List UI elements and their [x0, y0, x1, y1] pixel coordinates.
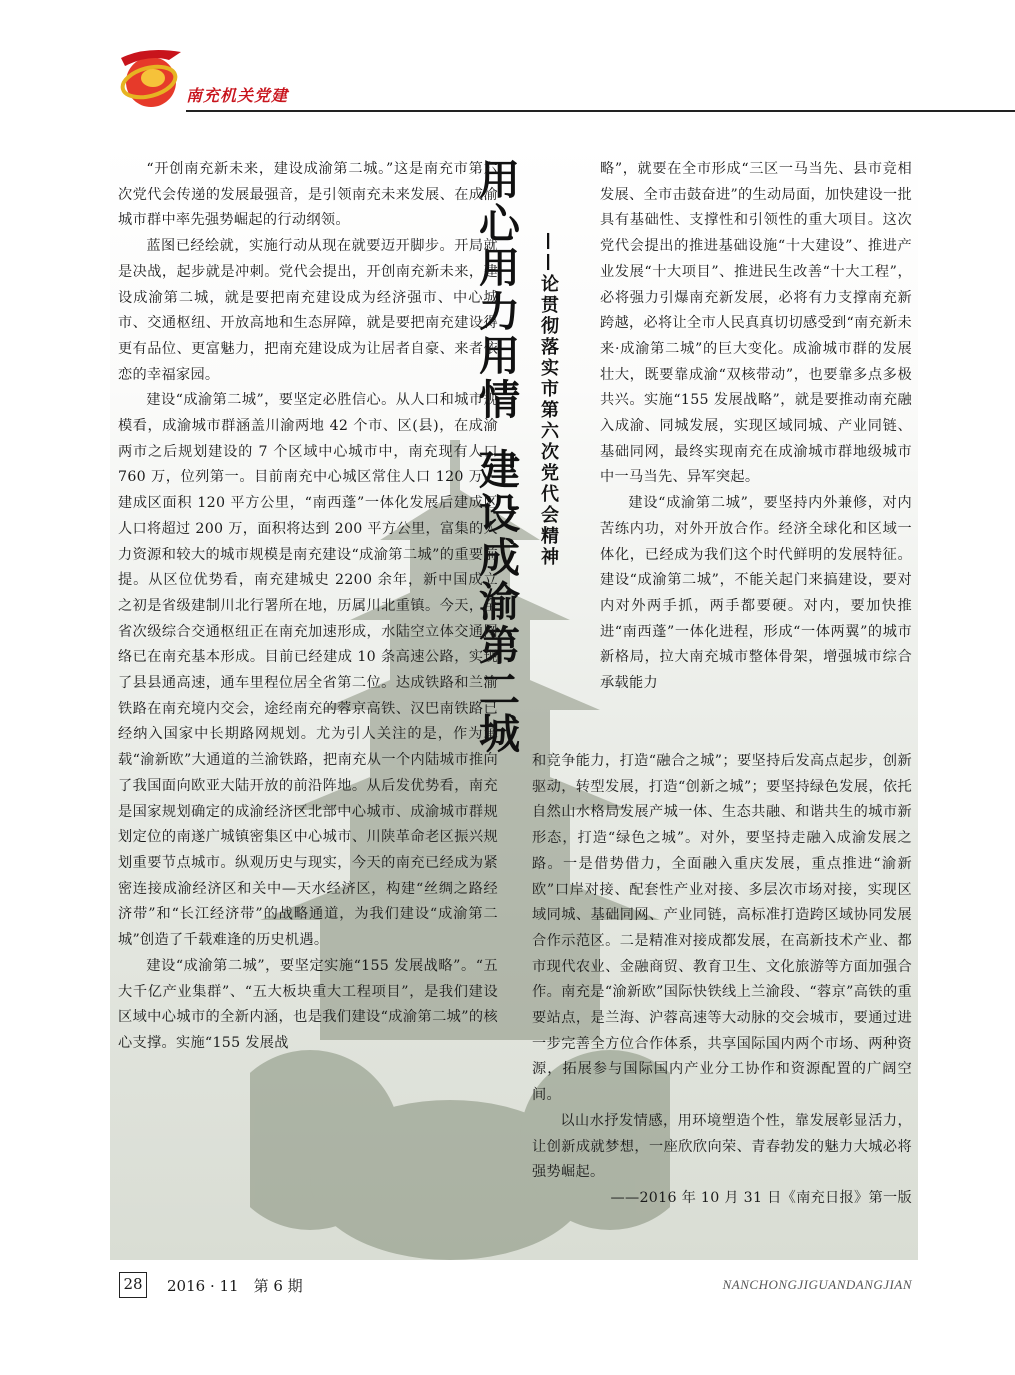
left-column — [118, 157, 498, 1057]
page-header — [0, 0, 1015, 120]
right-column-bottom — [532, 749, 912, 1212]
title-line-2: 建设成渝第二城 — [472, 448, 520, 756]
page-number: 28 — [119, 1272, 147, 1298]
article-subtitle: ——论贯彻落实市第六次党代会精神 — [538, 232, 559, 568]
paragraph: “开创南充新未来，建设成渝第二城。”这是南充市第六次党代会传递的发展最强音，是引领南充未来发展、在成渝城市群中率先强势崛起的行动纲领。 — [118, 161, 498, 229]
paragraph: 以山水抒发情感，用环境塑造个性，靠发展彰显活力，让创新成就梦想，一座欣欣向荣、青春勃发的魅力大城必将强势崛起。 — [532, 1112, 912, 1181]
paragraph: 和竞争能力，打造“融合之城”；要坚持后发高点起步，创新驱动，转型发展，打造“创新之城”；要坚持绿色发展，依托自然山水格局发展产城一体、生态共融、和谐共生的城市新形态，打造“绿色之城”。对外，要坚持走融入成渝发展之路。一是借势借力，全面融入重庆发展，重点推进“渝新欧”口岸对接、配套性产业对接、多层次市场对接，实现区域同城、基础同网、产业同链，高标准打造跨区域协同发展合作示范区。二是精准对接成都发展，在高新技术产业、都市现代农业、金融商贸、教育卫生、文化旅游等方面加强合作。南充是“渝新欧”国际快铁线上兰渝段、“蓉京”高铁的重要站点，是兰海、沪蓉高速等大动脉的交会城市，要通过进一步完善全方位合作体系，共享国际国内两个市场、两种资源，拓展参与国际国内产业分工协作和资源配置的广阔空间。 — [532, 753, 912, 1104]
paragraph: 建设“成渝第二城”，要坚定必胜信心。从人口和城市规模看，成渝城市群涵盖川渝两地 42 个市、区(县)，在成渝两市之后规划建设的 7 个区域中心城市中，南充现有人口 760 万，位列第一。目前南充中心城区常住人口 120 万、建成区面积 120 平方公里，“南西蓬”一体化发展后建成区人口将超过 200 万，面积将达到 200 平方公里，富集的人力资源和较大的城市规模是南充建设“成渝第二城”的重要前提。从区位优势看，南充建城史 2200 余年，新中国成立之初是省级建制川北行署所在地，历属川北重镇。今天，全省次级综合交通枢纽正在南充加速形成，水陆空立体交通网络已在南充基本形成。目前已经建成 10 条高速公路，实现了县县通高速，通车里程位居全省第二位。达成铁路和兰渝铁路在南充境内交会，途经南充的蓉京高铁、汉巴南铁路已经纳入国家中长期路网规划。尤为引人关注的是，作为承载“渝新欧”大通道的兰渝铁路，把南充从一个内陆城市推向了我国面向欧亚大陆开放的前沿阵地。从后发优势看，南充是国家规划确定的成渝经济区北部中心城市、成渝城市群规划定位的南遂广城镇密集区中心城市、川陕革命老区振兴规划重要节点城市。纵观历史与现实，今天的南充已经成为紧密连接成渝经济区和关中—天水经济区，构建“丝绸之路经济带”和“长江经济带”的战略通道，为我们建设“成渝第二城”创造了千载难逢的历史机遇。 — [118, 392, 498, 949]
publication-name: NANCHONGJIGUANDANGJIAN — [722, 1277, 912, 1292]
brand-title: 南充机关党建 — [186, 86, 289, 105]
right-column-top — [600, 157, 912, 697]
source-line: ——2016 年 10 月 31 日《南充日报》第一版 — [610, 1189, 912, 1206]
paragraph: 建设“成渝第二城”，要坚定实施“155 发展战略”。“五大千亿产业集群”、“五大板块重大工程项目”，是我们建设区域中心城市的全新内涵，也是我们建设“成渝第二城”的核心支撑。实施“155 发展战 — [118, 957, 498, 1051]
paragraph: 略”，就要在全市形成“三区一马当先、县市竞相发展、全市击鼓奋进”的生动局面，加快建设一批具有基础性、支撑性和引领性的重大项目。这次党代会提出的推进基础设施“十大建设”、推进产业发展“十大项目”、推进民生改善“十大工程”，必将强力引爆南充新发展，必将有力支撑南充新跨越，必将让全市人民真真切切感受到“南充新未来·成渝第二城”的巨大变化。成渝城市群的发展壮大，既要靠成渝“双核带动”，也要靠多点多极共兴。实施“155 发展战略”，就是要推动南充融入成渝、同城发展，实现区域同城、产业同链、基础同网，最终实现南充在成渝城市群地级城市中一马当先、异军突起。 — [600, 161, 912, 486]
title-line-1: 用心用力用情 — [472, 158, 520, 422]
issue-info: 2016 · 11 第 6 期 — [167, 1277, 303, 1295]
paragraph: 建设“成渝第二城”，要坚持内外兼修，对内苦练内功，对外开放合作。经济全球化和区域一体化，已经成为我们这个时代鲜明的发展特征。建设“成渝第二城”，不能关起门来搞建设，要对内对外两手抓，两手都要硬。对内，要加快推进“南西蓬”一体化进程，形成“一体两翼”的城市新格局，拉大南充城市整体骨架，增强城市综合承载能力 — [600, 495, 912, 692]
party-logo-icon — [115, 44, 187, 112]
paragraph: 蓝图已经绘就，实施行动从现在就要迈开脚步。开局就是决战，起步就是冲刺。党代会提出，开创南充新未来，建设成渝第二城，就是要把南充建设成为经济强市、中心城市、交通枢纽、开放高地和生态屏障，就是要把南充建设得更有品位、更富魅力，把南充建设成为让居者自豪、来者依恋的幸福家园。 — [118, 238, 498, 383]
header-rule — [186, 110, 1015, 112]
